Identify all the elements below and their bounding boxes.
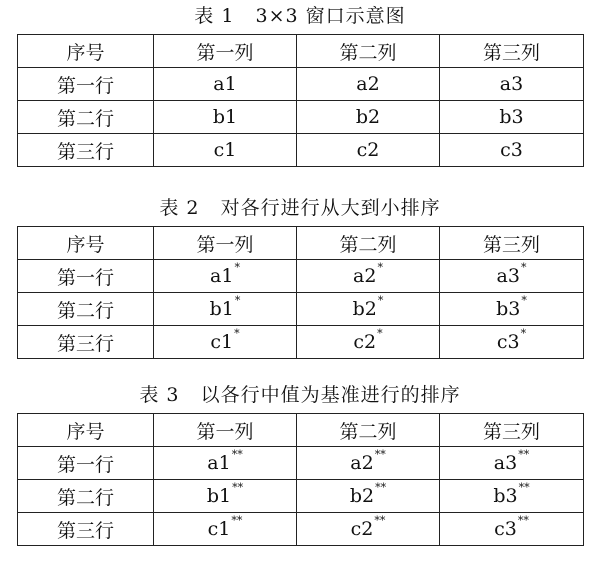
- table-cell: b1: [154, 101, 297, 134]
- cell-value: c1: [207, 518, 231, 540]
- table-cell: c2: [297, 134, 440, 167]
- asterisk-mark: *: [234, 294, 241, 307]
- row-label: 第一行: [18, 447, 154, 480]
- cell-value: a2: [353, 265, 377, 287]
- cell-value: c2: [350, 518, 374, 540]
- row-label: 第一行: [18, 68, 154, 101]
- header-cell-col3: 第三列: [440, 35, 584, 68]
- table-header-row: [18, 414, 584, 447]
- table-row: [18, 513, 584, 546]
- cell-value: b1: [206, 485, 232, 507]
- cell-value: b2: [349, 485, 375, 507]
- table-cell: [440, 513, 584, 546]
- table-header-row: [18, 35, 584, 68]
- cell-value: b3: [496, 298, 521, 320]
- cell-value: c3: [496, 331, 520, 353]
- header-cell-col1: 第一列: [154, 227, 297, 260]
- header-cell-index: 序号: [18, 414, 154, 447]
- table-cell: c3: [440, 134, 584, 167]
- table-cell: [440, 447, 584, 480]
- table-row: [18, 293, 584, 326]
- table-header-row: [18, 227, 584, 260]
- table-cell: [297, 480, 440, 513]
- double-asterisk-mark: **: [374, 514, 386, 527]
- double-asterisk-mark: **: [518, 481, 530, 494]
- table-row: [18, 260, 584, 293]
- cell-value: c1: [210, 331, 234, 353]
- row-label: 第三行: [18, 134, 154, 167]
- asterisk-mark: *: [377, 327, 383, 340]
- row-label: 第三行: [18, 513, 154, 546]
- row-label: 第二行: [18, 293, 154, 326]
- cell-value: b3: [493, 485, 518, 507]
- table-1: [17, 34, 584, 167]
- table-cell: [440, 260, 584, 293]
- double-asterisk-mark: **: [375, 481, 387, 494]
- table-1-caption: 表 1 3×3 窗口示意图: [194, 5, 406, 27]
- row-label: 第二行: [18, 480, 154, 513]
- double-asterisk-mark: **: [517, 514, 529, 527]
- table-cell: b3: [440, 101, 584, 134]
- header-cell-index: 序号: [18, 35, 154, 68]
- table-row: [18, 326, 584, 359]
- cell-value: a1: [207, 452, 231, 474]
- table-cell: a2: [297, 68, 440, 101]
- row-label: 第一行: [18, 260, 154, 293]
- header-cell-col2: 第二列: [297, 35, 440, 68]
- cell-value: a3: [493, 452, 518, 474]
- table-cell: [440, 326, 584, 359]
- table-cell: [297, 513, 440, 546]
- cell-value: a3: [496, 265, 520, 287]
- cell-value: b2: [352, 298, 377, 320]
- header-cell-col3: 第三列: [440, 414, 584, 447]
- table-cell: [297, 260, 440, 293]
- asterisk-mark: *: [377, 261, 383, 274]
- row-label: 第二行: [18, 101, 154, 134]
- table-cell: b2: [297, 101, 440, 134]
- table-row: [18, 101, 584, 134]
- double-asterisk-mark: **: [231, 514, 243, 527]
- table-cell: a3: [440, 68, 584, 101]
- header-cell-col3: 第三列: [440, 227, 584, 260]
- table-cell: [154, 513, 297, 546]
- table-cell: [154, 260, 297, 293]
- header-cell-col1: 第一列: [154, 414, 297, 447]
- table-cell: [440, 293, 584, 326]
- table-row: [18, 134, 584, 167]
- table-cell: [154, 326, 297, 359]
- table-cell: [297, 447, 440, 480]
- asterisk-mark: *: [377, 294, 384, 307]
- table-cell: [154, 447, 297, 480]
- table-2: [17, 226, 584, 359]
- header-cell-col1: 第一列: [154, 35, 297, 68]
- table-3: [17, 413, 584, 546]
- cell-value: c2: [353, 331, 377, 353]
- cell-value: b1: [209, 298, 234, 320]
- header-cell-index: 序号: [18, 227, 154, 260]
- header-cell-col2: 第二列: [297, 227, 440, 260]
- double-asterisk-mark: **: [518, 448, 530, 461]
- table-cell: [154, 293, 297, 326]
- asterisk-mark: *: [520, 327, 527, 340]
- double-asterisk-mark: **: [374, 448, 386, 461]
- cell-value: a2: [350, 452, 374, 474]
- asterisk-mark: *: [234, 327, 240, 340]
- table-cell: [440, 480, 584, 513]
- table-3-caption: 表 3 以各行中值为基准进行的排序: [139, 384, 461, 406]
- table-row: [18, 447, 584, 480]
- table-2-caption: 表 2 对各行进行从大到小排序: [159, 197, 441, 219]
- double-asterisk-mark: **: [232, 481, 244, 494]
- table-cell: [297, 326, 440, 359]
- row-label: 第三行: [18, 326, 154, 359]
- table-cell: [154, 480, 297, 513]
- table-row: [18, 480, 584, 513]
- cell-value: a1: [210, 265, 234, 287]
- asterisk-mark: *: [521, 294, 527, 307]
- table-cell: a1: [154, 68, 297, 101]
- table-cell: [297, 293, 440, 326]
- double-asterisk-mark: **: [231, 448, 243, 461]
- table-cell: c1: [154, 134, 297, 167]
- asterisk-mark: *: [520, 261, 527, 274]
- asterisk-mark: *: [234, 261, 240, 274]
- cell-value: c3: [494, 518, 517, 540]
- table-row: [18, 68, 584, 101]
- header-cell-col2: 第二列: [297, 414, 440, 447]
